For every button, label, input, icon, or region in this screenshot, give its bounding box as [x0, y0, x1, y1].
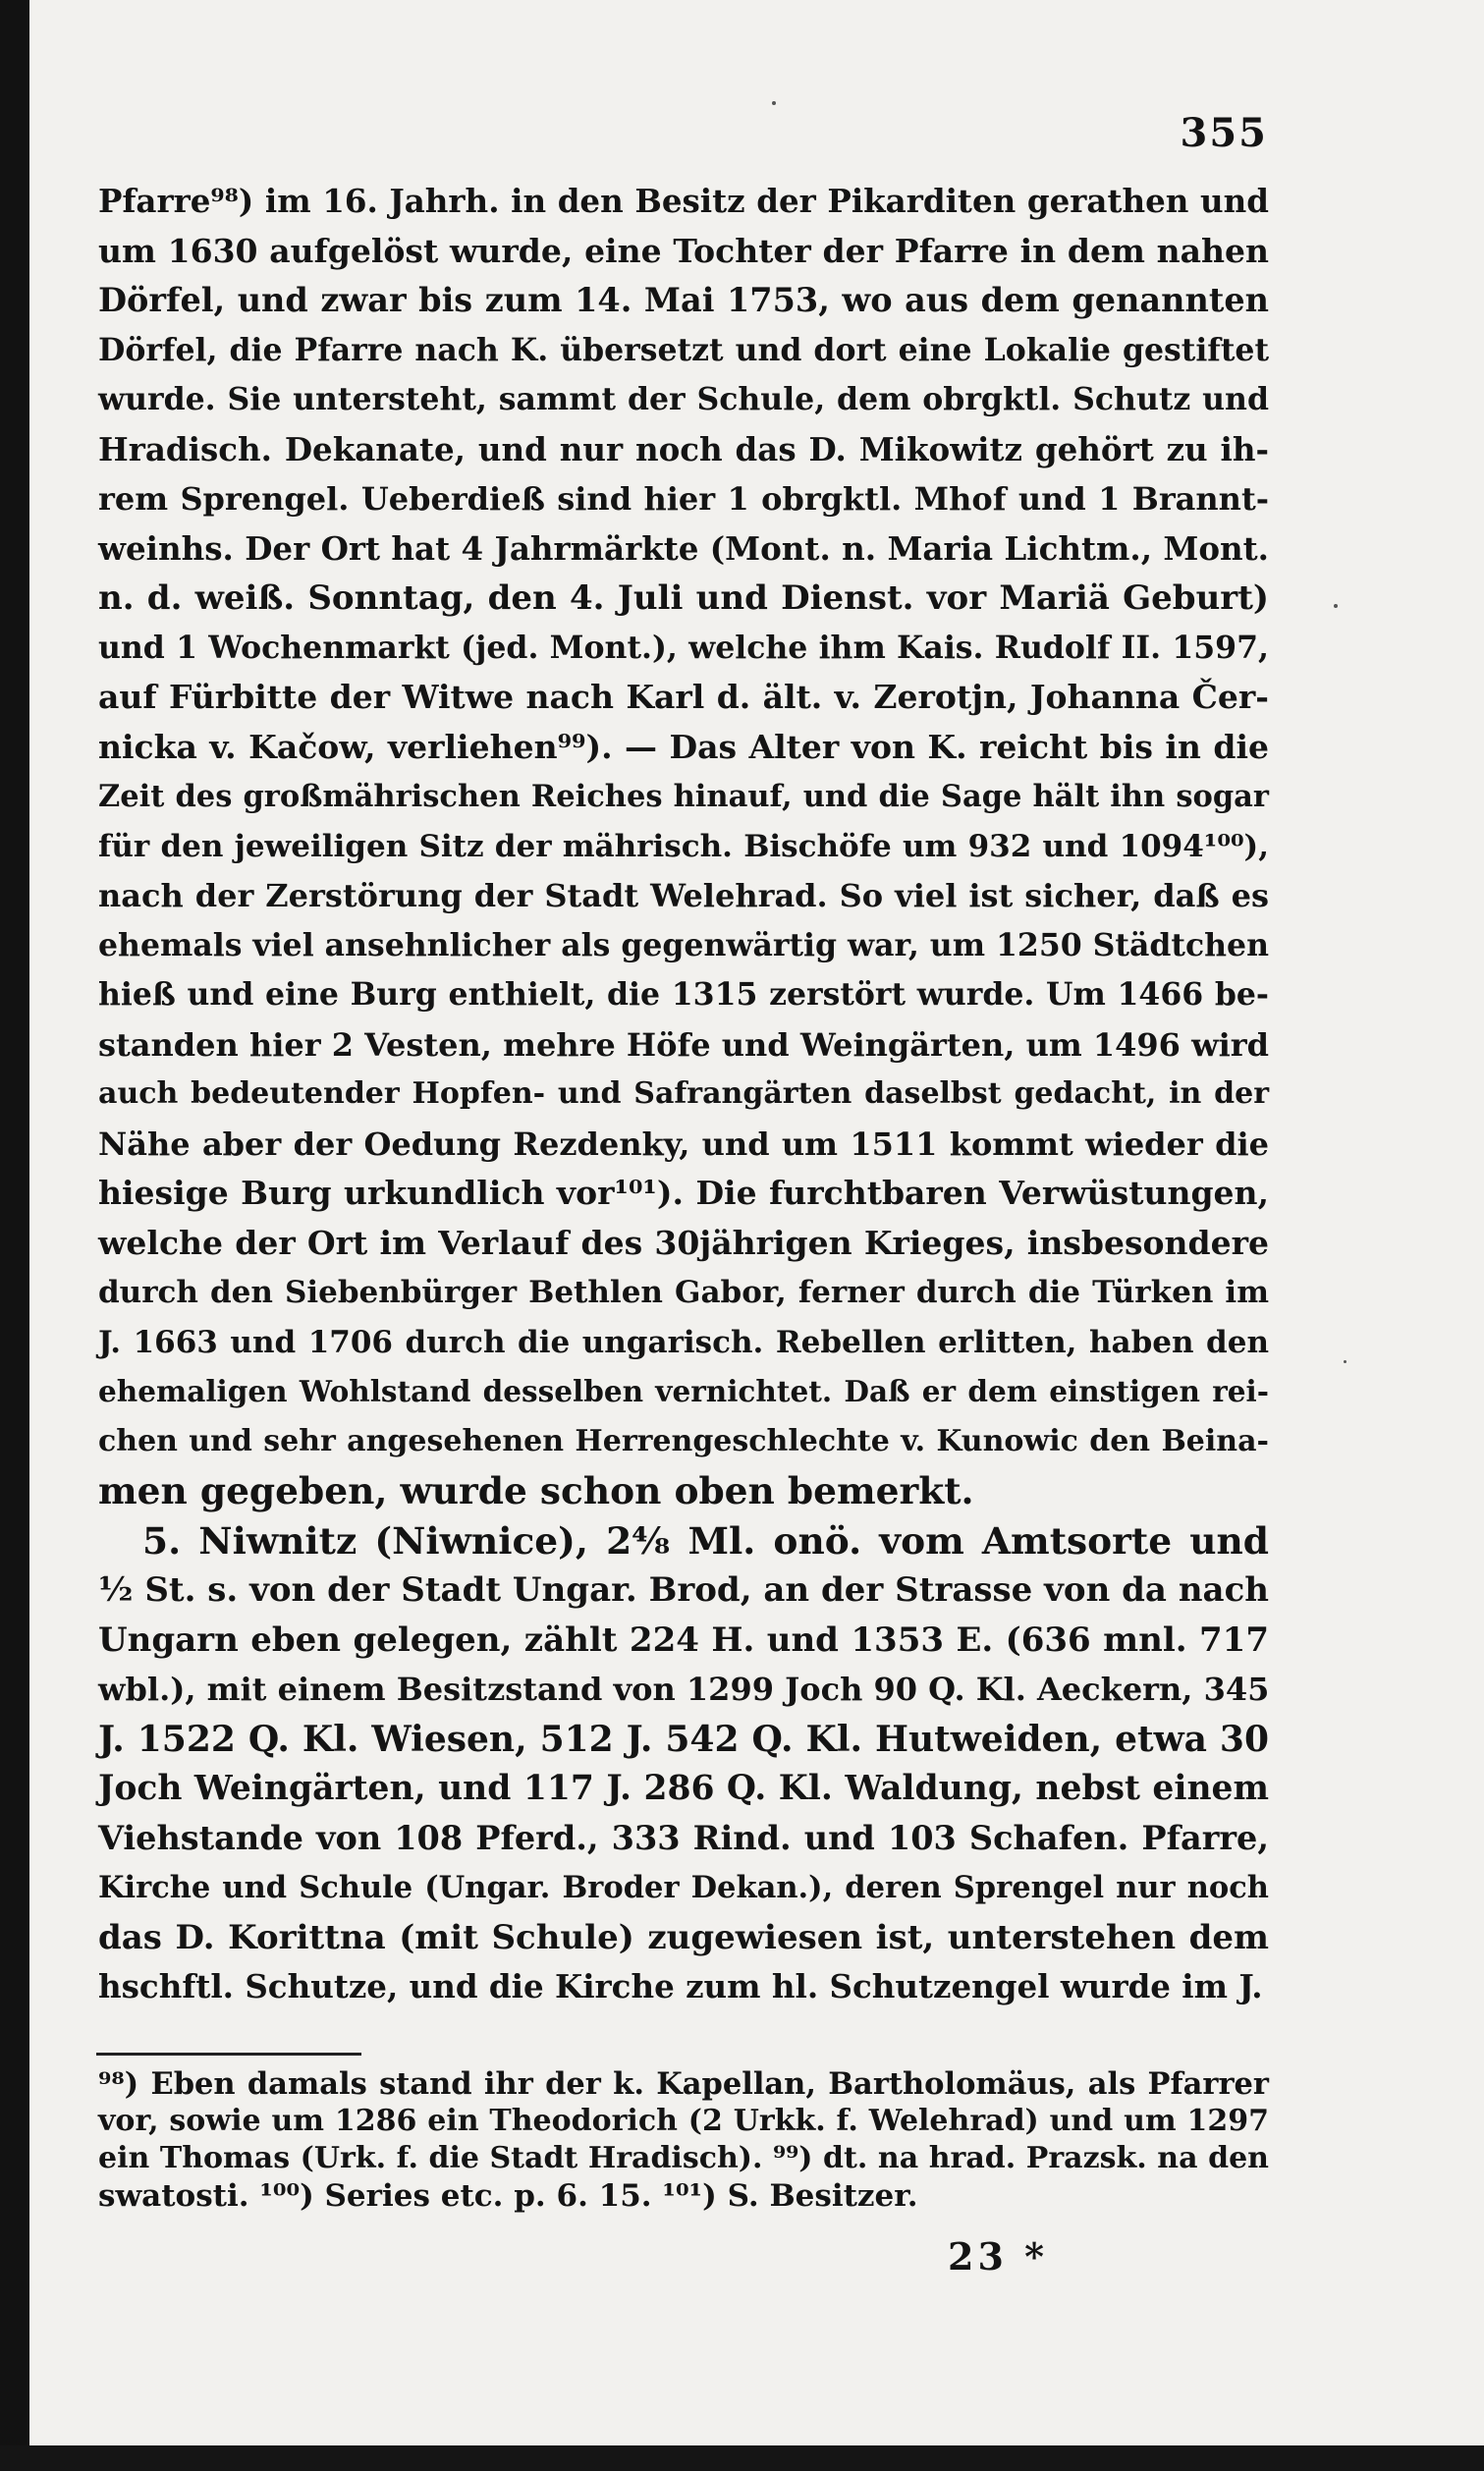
- printer-signature-mark: 23 *: [948, 2234, 1048, 2279]
- footnote-divider: [96, 2053, 361, 2056]
- text-line: rem Sprengel. Ueberdieß sind hier 1 obrgktl. Mhof und 1 Brannt-: [98, 480, 1269, 518]
- text-line: nach der Zerstörung der Stadt Welehrad. So viel ist sicher, daß es: [98, 877, 1269, 914]
- text-line: chen und sehr angesehenen Herrengeschlechte v. Kunowic den Beina-: [98, 1423, 1269, 1458]
- text-line: J. 1522 Q. Kl. Wiesen, 512 J. 542 Q. Kl. Hutweiden, etwa 30: [98, 1718, 1269, 1760]
- text-line: men gegeben, wurde schon oben bemerkt.: [98, 1469, 974, 1512]
- text-line: nicka v. Kačow, verliehen⁹⁹). — Das Alter von K. reicht bis in die: [98, 727, 1269, 766]
- text-line: wbl.), mit einem Besitzstand von 1299 Joch 90 Q. Kl. Aeckern, 345: [98, 1671, 1270, 1708]
- page-number: 355: [1180, 110, 1268, 156]
- ink-speck: [772, 101, 776, 105]
- text-line: 5. Niwnitz (Niwnice), 2⁴⁄₈ Ml. onö. vom Amtsorte und: [142, 1518, 1269, 1563]
- main-text: [98, 177, 1269, 2012]
- text-line: Kirche und Schule (Ungar. Broder Dekan.), deren Sprengel nur noch: [98, 1870, 1269, 1905]
- footnote-line: ⁹⁸) Eben damals stand ihr der k. Kapellan, Bartholomäus, als Pfarrer: [98, 2066, 1269, 2102]
- text-line: hieß und eine Burg enthielt, die 1315 zerstört wurde. Um 1466 be-: [98, 976, 1269, 1013]
- text-line: auf Fürbitte der Witwe nach Karl d. ält. v. Zerotjn, Johanna Čer-: [98, 678, 1269, 716]
- text-line: und 1 Wochenmarkt (jed. Mont.), welche ihm Kais. Rudolf II. 1597,: [98, 629, 1269, 666]
- text-line: Dörfel, und zwar bis zum 14. Mai 1753, wo aus dem genannten: [98, 281, 1269, 319]
- text-line: für den jeweiligen Sitz der mährisch. Bischöfe um 932 und 1094¹⁰⁰),: [98, 828, 1269, 864]
- text-line: um 1630 aufgelöst wurde, eine Tochter der Pfarre in dem nahen: [98, 231, 1269, 270]
- footnote-line: ein Thomas (Urk. f. die Stadt Hradisch). ⁹⁹) dt. na hrad. Prazsk. na den: [98, 2141, 1269, 2175]
- footnote-line: swatosti. ¹⁰⁰) Series etc. p. 6. 15. ¹⁰¹) S. Besitzer.: [98, 2178, 918, 2214]
- text-line: Nähe aber der Oedung Rezdenky, und um 1511 kommt wieder die: [98, 1125, 1269, 1163]
- text-line: standen hier 2 Vesten, mehre Höfe und Weingärten, um 1496 wird: [98, 1025, 1269, 1064]
- text-line: J. 1663 und 1706 durch die ungarisch. Rebellen erlitten, haben den: [98, 1324, 1269, 1360]
- text-line: Joch Weingärten, und 117 J. 286 Q. Kl. Waldung, nebst einem: [98, 1769, 1269, 1808]
- text-line: ½ St. s. von der Stadt Ungar. Brod, an der Strasse von da nach: [98, 1570, 1269, 1610]
- text-line: ehemals viel ansehnlicher als gegenwärtig war, um 1250 Städtchen: [98, 926, 1269, 963]
- text-line: das D. Korittna (mit Schule) zugewiesen ist, unterstehen dem: [98, 1917, 1269, 1957]
- text-line: welche der Ort im Verlauf des 30jährigen Krieges, insbesondere: [98, 1223, 1269, 1262]
- text-line: durch den Siebenbürger Bethlen Gabor, ferner durch die Türken im: [98, 1275, 1269, 1310]
- ink-speck: [1334, 604, 1338, 608]
- text-line: Zeit des großmährischen Reiches hinauf, und die Sage hält ihn sogar: [98, 779, 1269, 814]
- text-line: n. d. weiß. Sonntag, den 4. Juli und Dienst. vor Mariä Geburt): [98, 578, 1269, 618]
- text-line: Hradisch. Dekanate, und nur noch das D. Mikowitz gehört zu ih-: [98, 429, 1269, 468]
- text-line: hiesige Burg urkundlich vor¹⁰¹). Die furchtbaren Verwüstungen,: [98, 1174, 1269, 1212]
- text-line: ehemaligen Wohlstand desselben vernichtet. Daß er dem einstigen rei-: [98, 1374, 1269, 1408]
- text-line: Ungarn eben gelegen, zählt 224 H. und 1353 E. (636 mnl. 717: [98, 1620, 1269, 1660]
- text-line: hschftl. Schutze, und die Kirche zum hl. Schutzengel wurde im J.: [98, 1967, 1263, 2005]
- text-line: Viehstande von 108 Pferd., 333 Rind. und 103 Schafen. Pfarre,: [98, 1818, 1269, 1857]
- text-line: auch bedeutender Hopfen- und Safrangärten daselbst gedacht, in der: [98, 1076, 1269, 1111]
- page-bottom-edge: [0, 2445, 1484, 2471]
- book-gutter-shadow: [0, 0, 29, 2471]
- text-line: Pfarre⁹⁸) im 16. Jahrh. in den Besitz der Pikarditen gerathen und: [98, 182, 1269, 220]
- text-line: Dörfel, die Pfarre nach K. übersetzt und dort eine Lokalie gestiftet: [98, 331, 1269, 368]
- text-line: wurde. Sie untersteht, sammt der Schule, dem obrgktl. Schutz und: [98, 381, 1269, 417]
- footnote-line: vor, sowie um 1286 ein Theodorich (2 Urkk. f. Welehrad) und um 1297: [98, 2104, 1269, 2138]
- footnotes: [98, 2065, 1269, 2215]
- ink-speck: [1344, 1360, 1347, 1363]
- text-line: weinhs. Der Ort hat 4 Jahrmärkte (Mont. n. Maria Lichtm., Mont.: [98, 528, 1269, 568]
